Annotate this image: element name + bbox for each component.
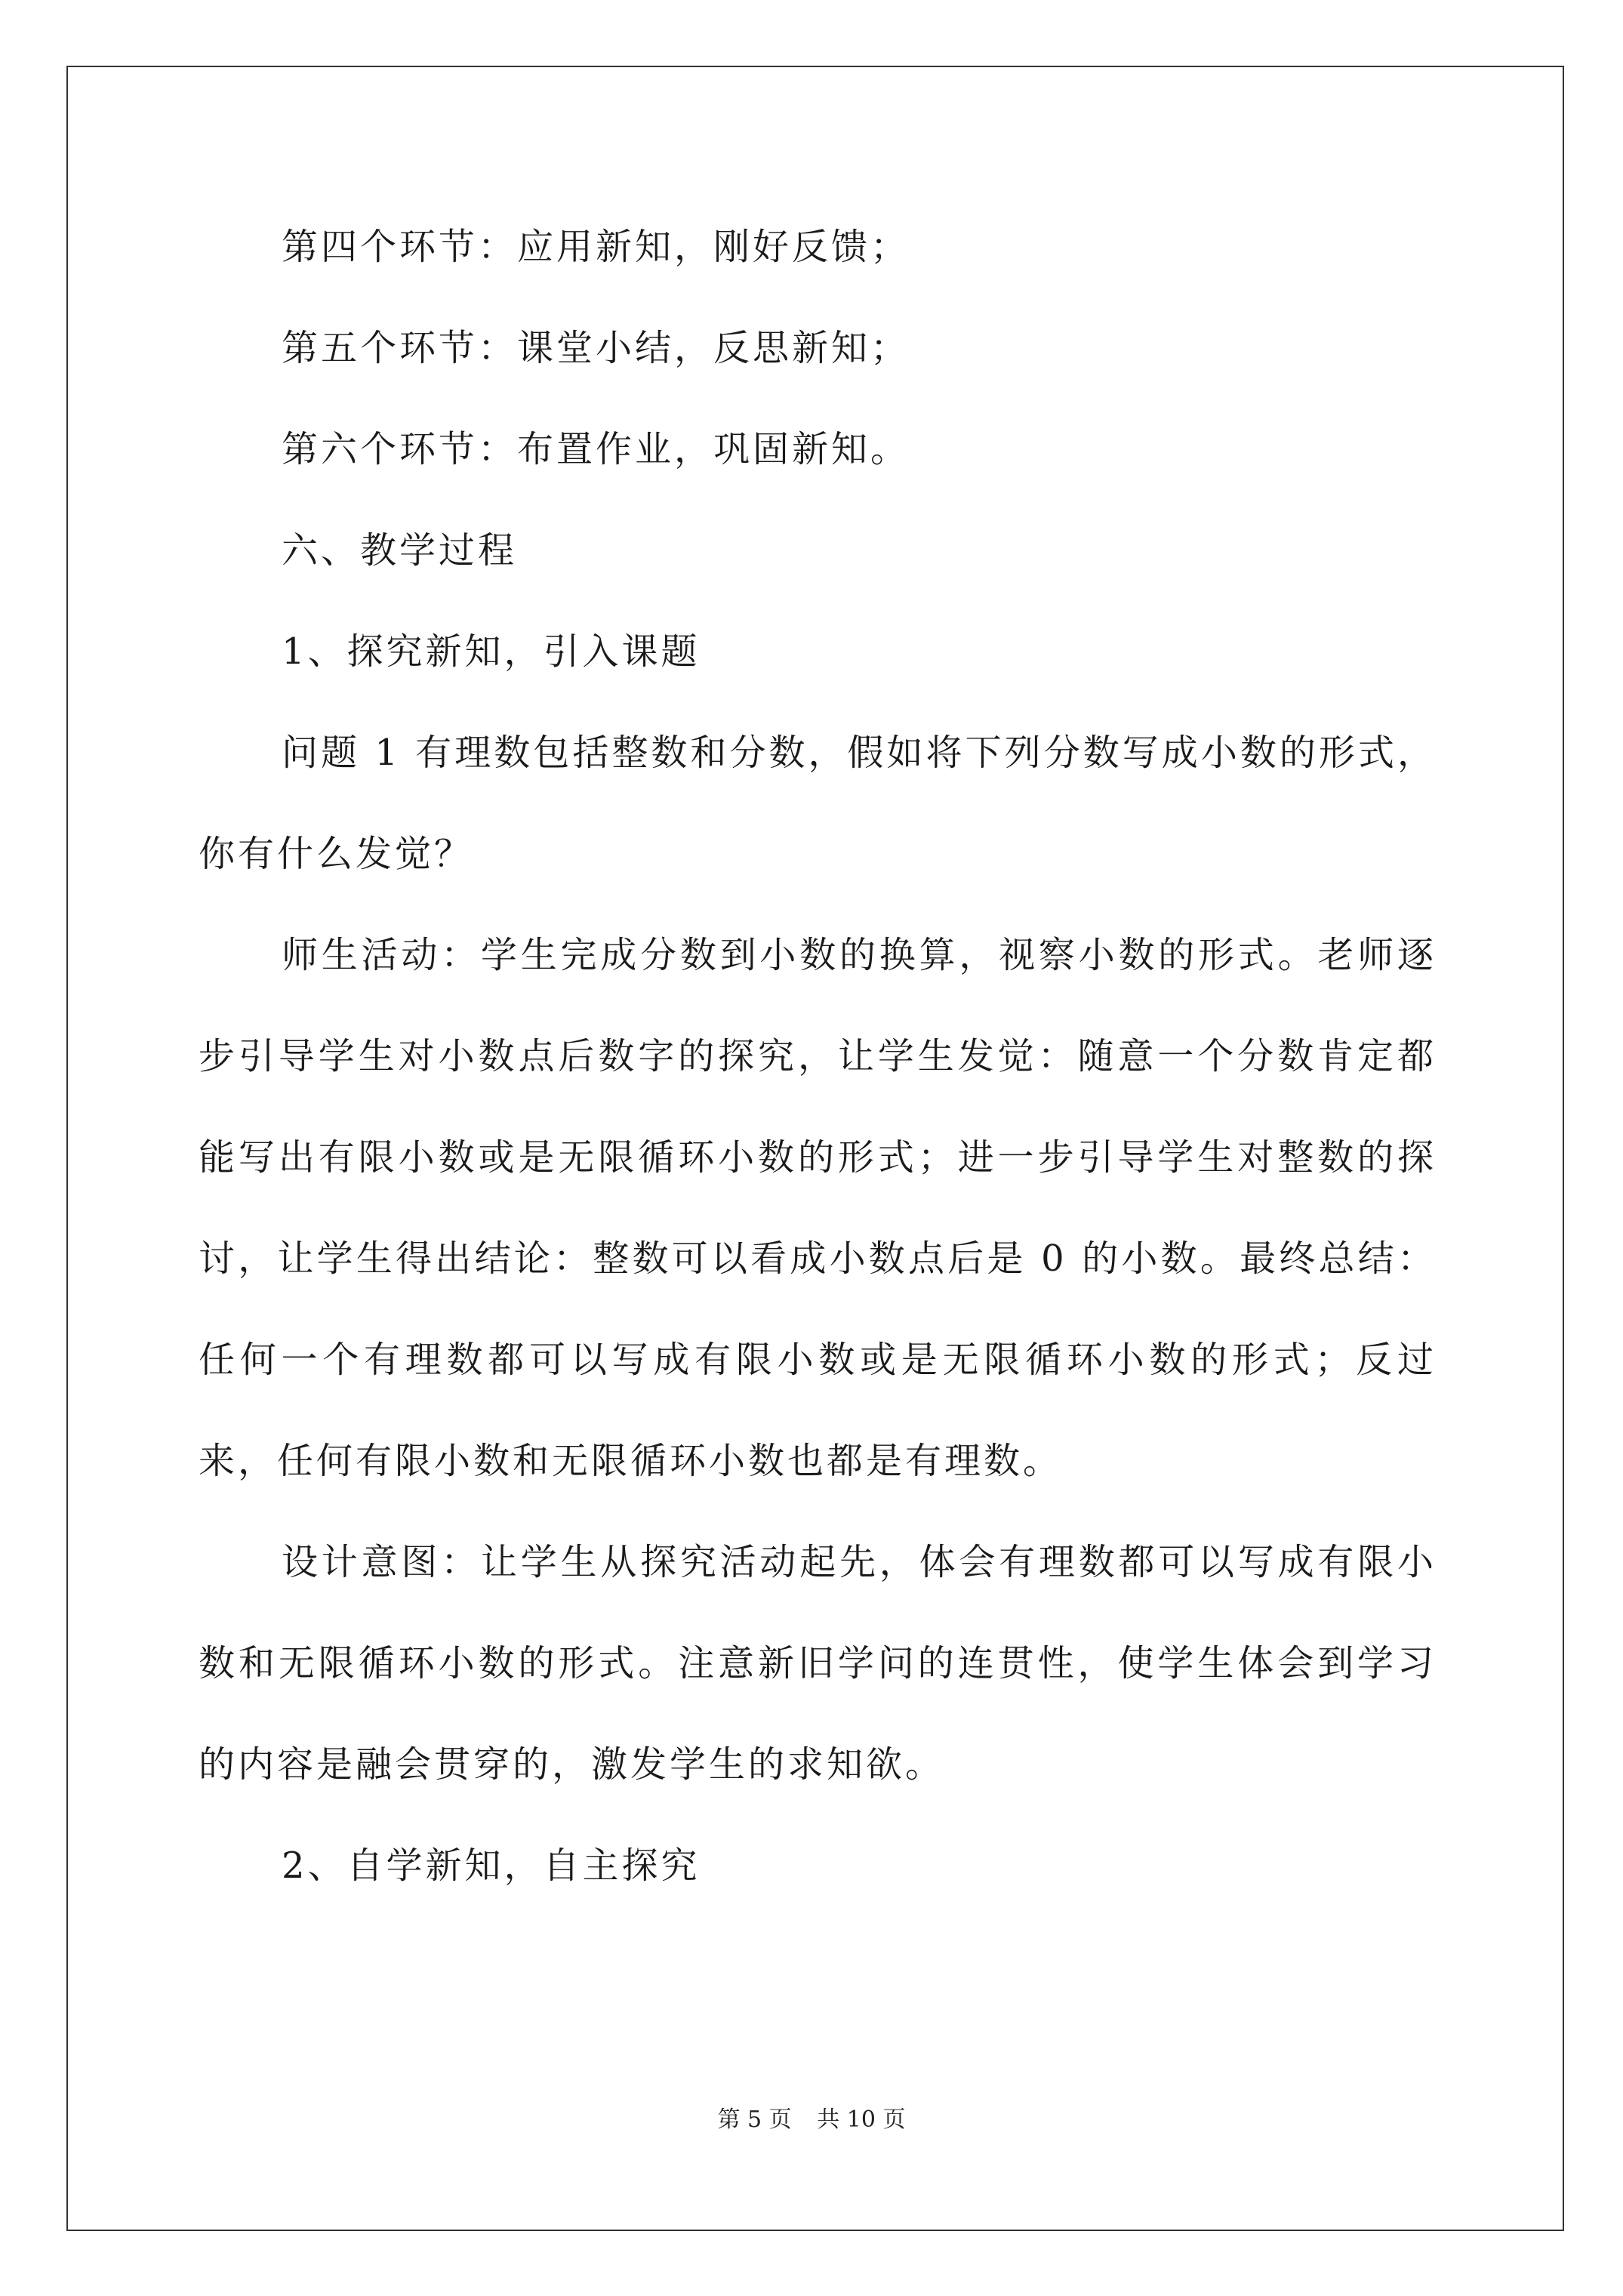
- page-footer: [0, 2100, 1623, 2134]
- subheading-self-study: 2、自学新知，自主探究: [282, 1845, 701, 1887]
- paragraph-question-one: 问题 1 有理数包括整数和分数，假如将下列分数写成小数的形式，你有什么发觉？: [199, 732, 1437, 875]
- paragraph-teacher-student-activity: 师生活动：学生完成分数到小数的换算，视察小数的形式。老师逐步引导学生对小数点后数字的探究，让学生发觉：随意一个分数肯定都能写出有限小数或是无限循环小数的形式；进一步引导学生对整数的探讨，让学生得出结论：整数可以看成小数点后是 0 的小数。最终总结：任何一个有理数都可以写成有限小数或是无限循环小数的形式；反过来，任何有限小数和无限循环小数也都是有理数。: [199, 934, 1437, 1482]
- section-heading-teaching-process: 六、教学过程: [282, 529, 518, 572]
- page-number: 第 5 页: [717, 2106, 792, 2133]
- page-total: 共 10 页: [817, 2106, 906, 2133]
- subheading-explore-new-knowledge: 1、探究新知，引入课题: [282, 630, 701, 673]
- document-body: [199, 196, 1437, 1916]
- paragraph-design-intent: 设计意图：让学生从探究活动起先，体会有理数都可以写成有限小数和无限循环小数的形式。注意新旧学问的连贯性，使学生体会到学习的内容是融会贯穿的，激发学生的求知欲。: [199, 1541, 1437, 1786]
- paragraph-step-five: 第五个环节：课堂小结，反思新知；: [282, 327, 910, 369]
- paragraph-step-four: 第四个环节：应用新知，刚好反馈；: [282, 226, 910, 268]
- paragraph-step-six: 第六个环节：布置作业，巩固新知。: [282, 428, 910, 470]
